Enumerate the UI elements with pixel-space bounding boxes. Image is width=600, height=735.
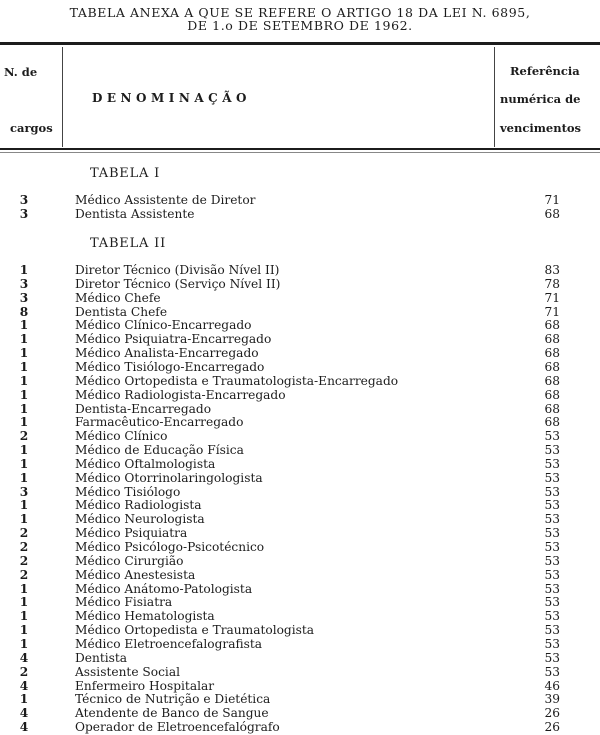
denominacao: Médico Clínico-Encarregado [75,318,252,333]
denominacao: Técnico de Nutrição e Dietética [75,692,271,707]
table-row [0,680,600,694]
header-n-de: N. de [4,65,38,79]
denominacao: Médico Neurologista [75,512,205,527]
cargos-count: 1 [19,332,29,347]
denominacao: Médico Oftalmologista [75,456,216,471]
referencia: 68 [544,387,560,402]
denominacao: Médico Psicólogo-Psicotécnico [75,540,265,554]
table-row [0,527,600,541]
referencia: 53 [544,484,560,499]
referencia: 26 [544,706,560,721]
referencia: 68 [544,359,560,374]
referencia: 68 [544,415,560,430]
referencia: 53 [544,512,560,527]
header-denominacao: DENOMINAÇÃO [92,91,251,105]
table-row [0,389,600,403]
table-row [0,624,600,638]
cargos-count: 2 [19,540,29,554]
table-row [0,306,600,320]
table-row [0,569,600,583]
top-rule [0,42,600,45]
cargos-count: 1 [19,401,29,416]
denominacao: Médico Fisiatra [75,595,173,610]
column-divider-right [494,47,495,147]
cargos-count: 1 [19,595,29,610]
cargos-count: 1 [19,498,29,513]
referencia: 53 [544,650,560,665]
referencia: 68 [544,318,560,333]
header-bottom-rule-thin [0,152,600,153]
denominacao: Diretor Técnico (Divisão Nível II) [75,263,280,277]
cargos-count: 8 [19,304,29,319]
denominacao: Médico Cirurgião [75,553,184,568]
referencia: 53 [544,664,560,679]
referencia: 53 [544,623,560,638]
denominacao: Diretor Técnico (Serviço Nível II) [75,276,281,291]
cargos-count: 2 [19,553,29,568]
referencia: 68 [544,332,560,347]
denominacao: Médico Psiquiatra [75,526,188,541]
table-row [0,444,600,458]
referencia: 71 [544,193,560,207]
denominacao: Assistente Social [75,664,180,679]
table-row [0,333,600,347]
table-row [0,583,600,597]
cargos-count: 3 [19,276,29,291]
cargos-count: 1 [19,359,29,374]
denominacao: Médico Radiologista-Encarregado [75,387,286,402]
cargos-count: 3 [19,206,29,221]
denominacao: Médico Hematologista [75,609,215,624]
denominacao: Médico Analista-Encarregado [75,346,259,361]
table-row [0,666,600,680]
cargos-count: 2 [19,664,29,679]
cargos-count: 2 [19,429,29,444]
cargos-count: 1 [19,373,29,388]
denominacao: Médico de Educação Física [75,443,244,457]
cargos-count: 1 [19,456,29,471]
denominacao: Médico Psiquiatra-Encarregado [75,332,272,347]
cargos-count: 4 [19,650,29,665]
referencia: 53 [544,526,560,541]
denominacao: Médico Chefe [75,290,161,305]
denominacao: Médico Ortopedista e Traumatologista-Encarregado [75,373,399,388]
cargos-count: 1 [19,346,29,361]
header-referencia: Referência [510,64,580,78]
denominacao: Médico Radiologista [75,498,202,513]
cargos-count: 1 [19,637,29,651]
table-row [0,347,600,361]
cargos-count: 2 [19,526,29,541]
table-row [0,278,600,292]
denominacao: Operador de Eletroencefalógrafo [75,720,280,734]
section-title: TABELA I [90,166,161,181]
referencia: 53 [544,456,560,471]
table-row [0,541,600,555]
referencia: 68 [544,373,560,388]
table-row [0,264,600,278]
referencia: 53 [544,470,560,485]
referencia: 46 [544,678,560,693]
denominacao: Dentista Chefe [75,304,168,319]
referencia: 53 [544,609,560,624]
referencia: 68 [544,401,560,416]
table-row [0,472,600,486]
denominacao: Médico Eletroencefalografista [75,637,263,651]
table-row [0,693,600,707]
section-title: TABELA II [90,236,167,251]
table-row [0,499,600,513]
cargos-count: 1 [19,387,29,402]
referencia: 53 [544,567,560,582]
referencia: 53 [544,553,560,568]
cargos-count: 1 [19,263,29,277]
denominacao: Médico Ortopedista e Traumatologista [75,623,315,638]
referencia: 53 [544,429,560,444]
table-row [0,596,600,610]
cargos-count: 1 [19,512,29,527]
header-numerica-de: numérica de [500,92,581,106]
denominacao: Farmacêutico-Encarregado [75,415,244,430]
table-row [0,319,600,333]
table-row [0,486,600,500]
header-bottom-rule [0,148,600,150]
table-row [0,403,600,417]
denominacao: Médico Assistente de Diretor [75,193,256,207]
cargos-count: 1 [19,581,29,596]
document-title-line-1: TABELA ANEXA A QUE SE REFERE O ARTIGO 18 DA LEI N. 6895, [69,5,531,20]
table-row [0,513,600,527]
referencia: 26 [544,720,560,734]
table-row [0,416,600,430]
referencia: 71 [544,304,560,319]
cargos-count: 1 [19,692,29,707]
denominacao: Médico Anestesista [75,567,196,582]
cargos-count: 4 [19,678,29,693]
header-vencimentos: vencimentos [500,121,582,135]
table-row [0,610,600,624]
cargos-count: 3 [19,484,29,499]
cargos-count: 1 [19,609,29,624]
referencia: 83 [544,263,560,277]
cargos-count: 4 [19,720,29,734]
cargos-count: 1 [19,415,29,430]
table-row [0,430,600,444]
denominacao: Médico Otorrinolaringologista [75,470,263,485]
denominacao: Atendente de Banco de Sangue [75,706,269,721]
cargos-count: 1 [19,318,29,333]
referencia: 68 [544,346,560,361]
table-row [0,458,600,472]
table-row [0,194,600,208]
referencia: 39 [544,692,560,707]
referencia: 53 [544,443,560,457]
header-cargos: cargos [10,121,53,135]
cargos-count: 1 [19,443,29,457]
table-row [0,292,600,306]
cargos-count: 3 [19,290,29,305]
cargos-count: 2 [19,567,29,582]
referencia: 53 [544,637,560,651]
referencia: 71 [544,290,560,305]
denominacao: Médico Clínico [75,429,168,444]
document-title-line-2: DE 1.o DE SETEMBRO DE 1962. [187,18,413,33]
denominacao: Dentista-Encarregado [75,401,212,416]
denominacao: Enfermeiro Hospitalar [75,678,215,693]
table-row [0,721,600,735]
cargos-count: 3 [19,193,29,207]
referencia: 78 [544,276,560,291]
referencia: 53 [544,498,560,513]
table-row [0,638,600,652]
referencia: 53 [544,540,560,554]
cargos-count: 1 [19,623,29,638]
denominacao: Médico Tisiólogo-Encarregado [75,359,265,374]
column-divider-left [62,47,63,147]
referencia: 53 [544,595,560,610]
table-row [0,555,600,569]
denominacao: Médico Anátomo-Patologista [75,581,253,596]
referencia: 53 [544,581,560,596]
denominacao: Médico Tisiólogo [75,484,181,499]
table-row [0,375,600,389]
denominacao: Dentista [75,650,128,665]
cargos-count: 4 [19,706,29,721]
referencia: 68 [544,206,560,221]
denominacao: Dentista Assistente [75,206,195,221]
table-row [0,652,600,666]
table-row [0,361,600,375]
table-row [0,707,600,721]
cargos-count: 1 [19,470,29,485]
table-row [0,208,600,222]
